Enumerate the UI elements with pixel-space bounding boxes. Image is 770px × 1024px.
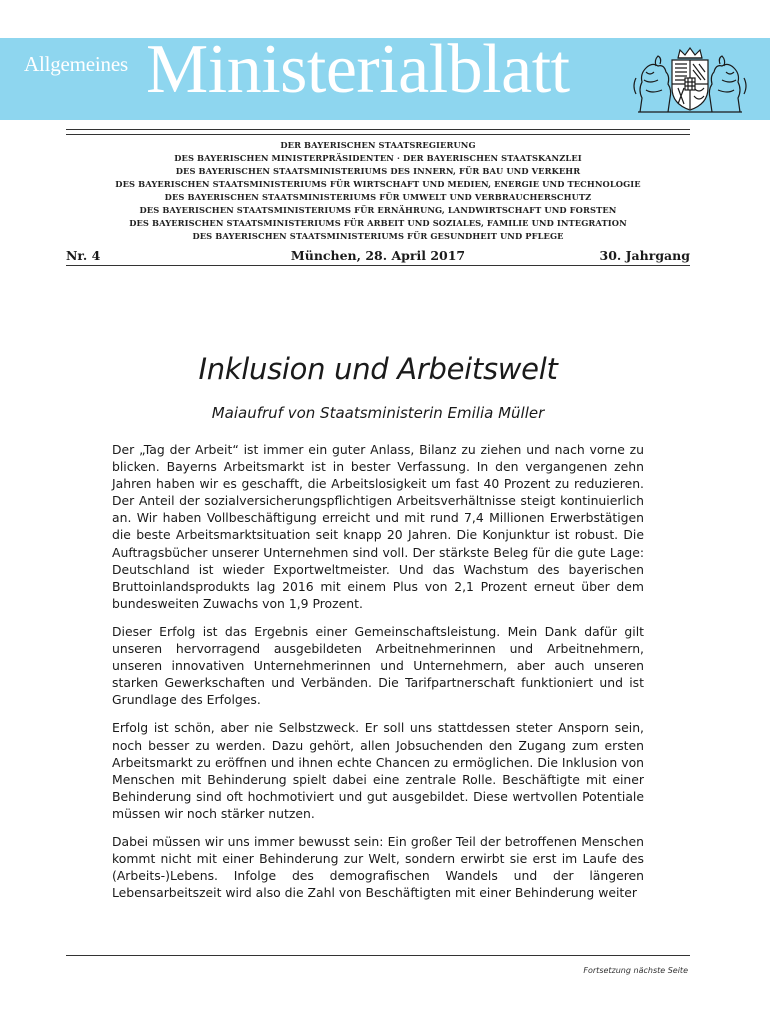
issue-number: Nr. 4 — [66, 248, 101, 263]
issuer-line: DES BAYERISCHEN STAATSMINISTERIUMS FÜR ERNÄHRUNG, LANDWIRTSCHAFT UND FORSTEN — [139, 205, 617, 215]
issuer-line: DES BAYERISCHEN STAATSMINISTERIUMS FÜR UMWELT UND VERBRAUCHERSCHUTZ — [164, 192, 592, 202]
header-double-rule — [66, 129, 690, 135]
issuer-line: DER BAYERISCHEN STAATSREGIERUNG — [280, 140, 476, 150]
issuer-line: DES BAYERISCHEN STAATSMINISTERIUMS FÜR ARBEIT UND SOZIALES, FAMILIE UND INTEGRATION — [129, 218, 627, 228]
article-paragraph: Erfolg ist schön, aber nie Selbstzweck. Er soll uns stattdessen steter Ansporn sein, noch besser zu werden. Dazu gehört, allen Jobsuchenden den Zugang zum ersten Arbeitsmarkt zu eröffnen und ihnen echte Chancen zu ermöglichen. Die Inklusion von Menschen mit Behinderung spielt dabei eine zentrale Rolle. Beschäftigte mit einer Behinderung sind oft hochmotiviert und gut ausgebildet. Diese wertvollen Potentiale müssen wir noch stärker nutzen. — [112, 720, 644, 821]
issue-volume: 30. Jahrgang — [599, 248, 690, 263]
footer-rule — [66, 955, 690, 956]
masthead — [0, 31, 770, 120]
article-paragraph: Der „Tag der Arbeit“ ist immer ein guter Anlass, Bilanz zu ziehen und nach vorne zu blicken. Bayerns Arbeitsmarkt ist in bester Verfassung. In den vergangenen zehn Jahren haben wir es geschafft, die Arbeitslosigkeit um fast 40 Prozent zu reduzieren. Der Anteil der sozialversicherungspflichtigen Arbeitsverhältnisse steigt kontinuierlich an. Wir haben Vollbeschäftigung erreicht und mit rund 7,4 Millionen Erwerbstätigen die beste Arbeitsmarktsituation seit knapp 20 Jahren. Die Konjunktur ist robust. Die Auftragsbücher unserer Unternehmen sind voll. Der stärkste Beleg für die gute Lage: Deutschland ist wieder Exportweltmeister. Und das Wachstum des bayerischen Bruttoinlandsprodukts lag 2016 mit einem Plus von 2,1 Prozent erneut über dem bundesweiten Zuwachs von 1,9 Prozent. — [112, 442, 644, 611]
issue-place-date: München, 28. April 2017 — [290, 248, 466, 263]
masthead-small-title: Allgemeines — [24, 52, 128, 76]
issuer-line: DES BAYERISCHEN STAATSMINISTERIUMS FÜR GESUNDHEIT UND PFLEGE — [192, 231, 564, 241]
issuer-list — [66, 139, 690, 243]
article-paragraph: Dabei müssen wir uns immer bewusst sein: Ein großer Teil der betroffenen Menschen kommt nicht mit einer Behinderung zur Welt, sondern erwirbt sie erst im Laufe des (Arbeits-)Lebens. Infolge des demografischen Wandels und der längeren Lebensarbeitszeit wird also die Zahl von Beschäftigten mit einer Behinderung weiter — [112, 833, 644, 901]
continuation-note: Fortsetzung nächste Seite — [583, 966, 688, 975]
issuer-line: DES BAYERISCHEN STAATSMINISTERIUMS DES INNERN, FÜR BAU UND VERKEHR — [175, 166, 581, 176]
issuer-line: DES BAYERISCHEN STAATSMINISTERIUMS FÜR WIRTSCHAFT UND MEDIEN, ENERGIE UND TECHNOLOGIE — [115, 179, 641, 189]
masthead-big-title: Ministerialblatt — [146, 31, 570, 108]
article-paragraph: Dieser Erfolg ist das Ergebnis einer Gemeinschaftsleistung. Mein Dank dafür gilt unseren hervorragend ausgebildeten Arbeitnehmerinnen und Arbeitnehmern, unseren innovativen Unternehmerinnen und Unternehmern, aber auch unseren starken Gewerkschaften und Verbänden. Die Tarifpartnerschaft funktioniert und ist Grundlage des Erfolges. — [112, 623, 644, 708]
issuer-line: DES BAYERISCHEN MINISTERPRÄSIDENTEN · DER BAYERISCHEN STAATSKANZLEI — [174, 153, 582, 163]
issue-info-bar — [66, 248, 690, 264]
article-subtitle: Maiaufruf von Staatsministerin Emilia Müller — [211, 404, 545, 422]
info-rule — [66, 265, 690, 266]
article-title: Inklusion und Arbeitswelt — [198, 352, 558, 386]
article-body — [112, 441, 644, 912]
bavarian-coat-of-arms-icon — [632, 46, 748, 114]
